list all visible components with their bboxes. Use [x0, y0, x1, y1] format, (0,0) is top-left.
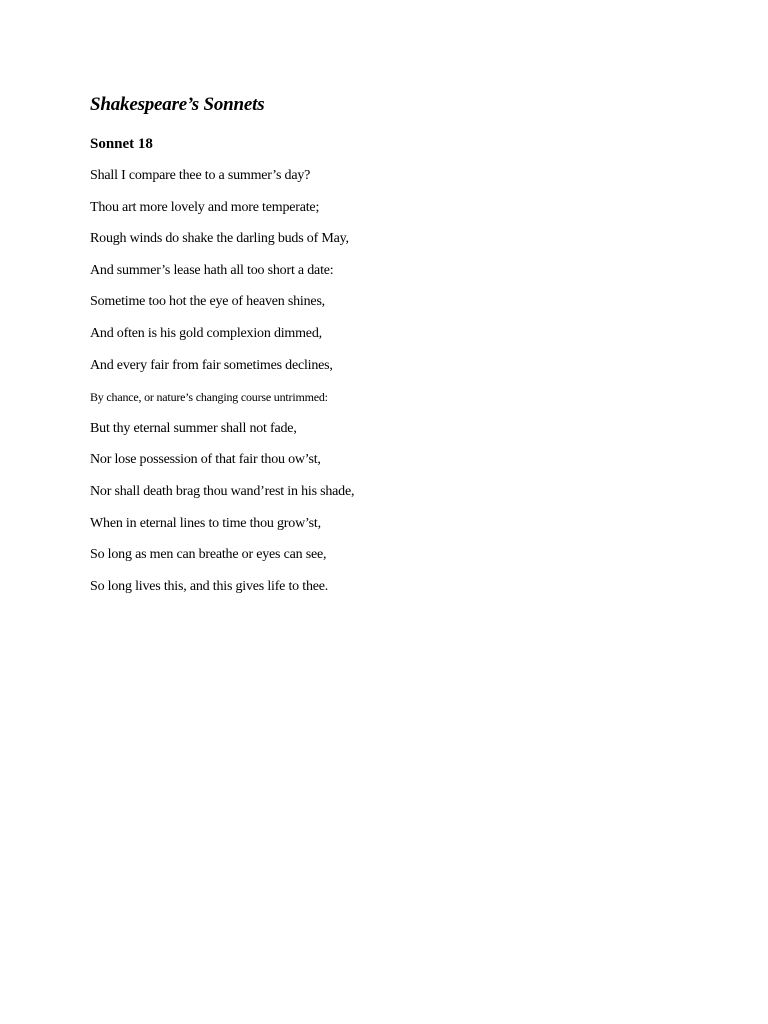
sonnet-line: So long as men can breathe or eyes can see, [90, 547, 327, 563]
sonnet-line: Nor lose possession of that fair thou ow’st, [90, 452, 321, 468]
sonnet-line: Rough winds do shake the darling buds of May, [90, 231, 349, 247]
sonnet-line: And every fair from fair sometimes declines, [90, 357, 333, 373]
sonnet-line: Shall I compare thee to a summer’s day? [90, 168, 311, 183]
document-content [90, 90, 690, 594]
sonnet-line: And often is his gold complexion dimmed, [90, 325, 322, 341]
document-title: Shakespeare’s Sonnets [90, 94, 265, 115]
sonnet-line: Nor shall death brag thou wand’rest in his shade, [90, 483, 355, 499]
sonnet-line: When in eternal lines to time thou grow’st, [90, 515, 321, 531]
sonnet-line: But thy eternal summer shall not fade, [90, 420, 297, 436]
sonnet-line: Sometime too hot the eye of heaven shines, [90, 294, 325, 310]
sonnet-lines [90, 166, 354, 608]
sonnet-line: And summer’s lease hath all too short a date: [90, 262, 334, 278]
sonnet-heading: Sonnet 18 [90, 136, 153, 152]
sonnet-line: Thou art more lovely and more temperate; [90, 199, 320, 215]
sonnet-line: By chance, or nature’s changing course untrimmed: [90, 390, 328, 405]
sonnet-line: So long lives this, and this gives life to thee. [90, 578, 329, 594]
